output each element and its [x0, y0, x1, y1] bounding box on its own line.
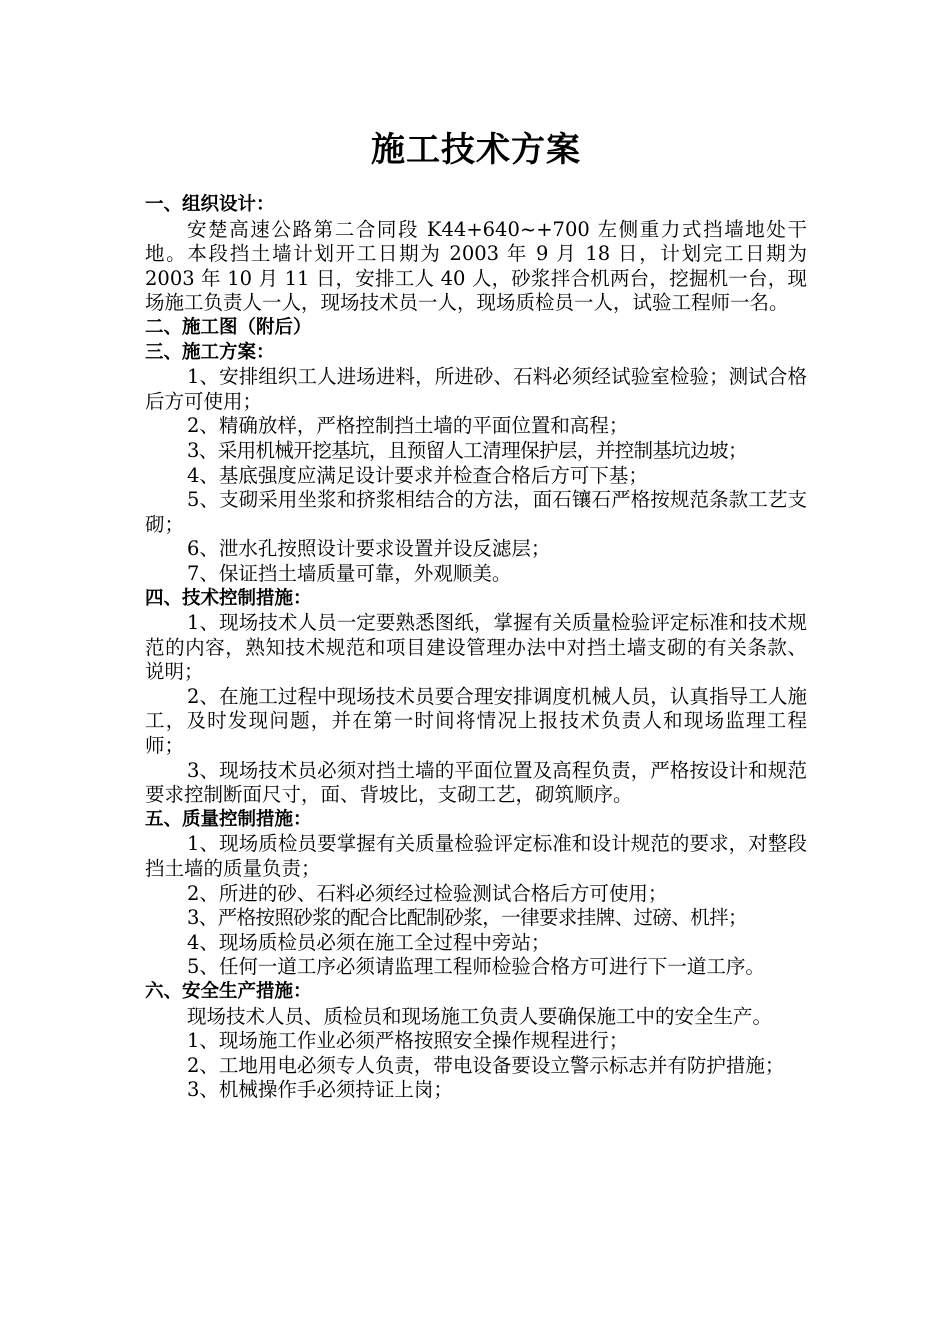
list-item: 1、现场施工作业必须严格按照安全操作规程进行； [187, 1029, 629, 1053]
list-item: 1、现场质检员要掌握有关质量检验评定标准和设计规范的要求，对整段挡土墙的质量负责； [145, 832, 807, 881]
list-item: 2、所进的砂、石料必须经过检验测试合格后方可使用； [187, 881, 668, 905]
list-item: 4、现场质检员必须在施工全过程中旁站； [187, 930, 551, 954]
list-item: 2、精确放样，严格控制挡土墙的平面位置和高程； [187, 414, 629, 438]
list-item: 3、机械操作手必须持证上岗； [187, 1078, 453, 1102]
list-item: 7、保证挡土墙质量可靠，外观顺美。 [187, 561, 512, 585]
list-item: 5、支砌采用坐浆和挤浆相结合的方法，面石镶石严格按规范条款工艺支砌； [145, 488, 807, 536]
list-item: 3、现场技术员必须对挡土墙的平面位置及高程负责，严格按设计和规范要求控制断面尺寸，面、背坡比，支砌工艺，砌筑顺序。 [145, 758, 807, 807]
section-heading: 一、组织设计： [145, 194, 275, 215]
section-technical-control [145, 587, 807, 808]
paragraph: 安楚高速公路第二合同段 K44+640~+700 左侧重力式挡墙地处干地。本段挡土墙计划开工日期为 2003 年 9 月 18 日，计划完工日期为 2003 年 10 月 11 日，安排工人 40 人，砂浆拌合机两台，挖掘机一台，现场施工负责人一人，现场技术员一人，现场质检员一人，试验工程师一名。 [145, 217, 807, 315]
list-item: 2、在施工过程中现场技术员要合理安排调度机械人员，认真指导工人施工，及时发现问题，并在第一时间将情况上报技术负责人和现场监理工程师； [145, 684, 807, 758]
document-body [145, 193, 807, 1103]
section-heading: 四、技术控制措施： [145, 587, 312, 609]
paragraph: 现场技术人员、质检员和现场施工负责人要确保施工中的安全生产。 [187, 1004, 773, 1028]
list-item: 3、采用机械开挖基坑，且预留人工清理保护层，并控制基坑边坡； [187, 438, 747, 462]
section-construction-plan [145, 341, 807, 587]
list-item: 2、工地用电必须专人负责，带电设备要设立警示标志并有防护措施； [187, 1053, 785, 1077]
list-item: 6、泄水孔按照设计要求设置并设反滤层； [187, 537, 551, 561]
document-title: 施工技术方案 [371, 130, 581, 170]
section-safety-production [145, 980, 807, 1103]
section-heading: 三、施工方案： [145, 341, 275, 363]
list-item: 1、现场技术人员一定要熟悉图纸，掌握有关质量检验评定标准和技术规范的内容，熟知技术规范和项目建设管理办法中对挡土墙支砌的有关条款、说明； [145, 611, 807, 684]
section-heading: 五、质量控制措施： [145, 808, 312, 830]
section-heading: 六、安全生产措施： [145, 981, 312, 1002]
section-heading: 二、施工图（附后） [145, 316, 312, 338]
list-item: 3、严格按照砂浆的配合比配制砂浆，一律要求挂牌、过磅、机拌； [187, 906, 747, 930]
list-item: 4、基底强度应满足设计要求并检查合格后方可下基； [187, 463, 648, 487]
section-quality-control [145, 808, 807, 980]
list-item: 5、任何一道工序必须请监理工程师检验合格方可进行下一道工序。 [187, 955, 765, 979]
list-item: 1、安排组织工人进场进料，所进砂、石料必须经试验室检验；测试合格后方可使用； [145, 365, 807, 413]
section-construction-drawing [145, 316, 807, 341]
section-organization-design [145, 193, 807, 316]
